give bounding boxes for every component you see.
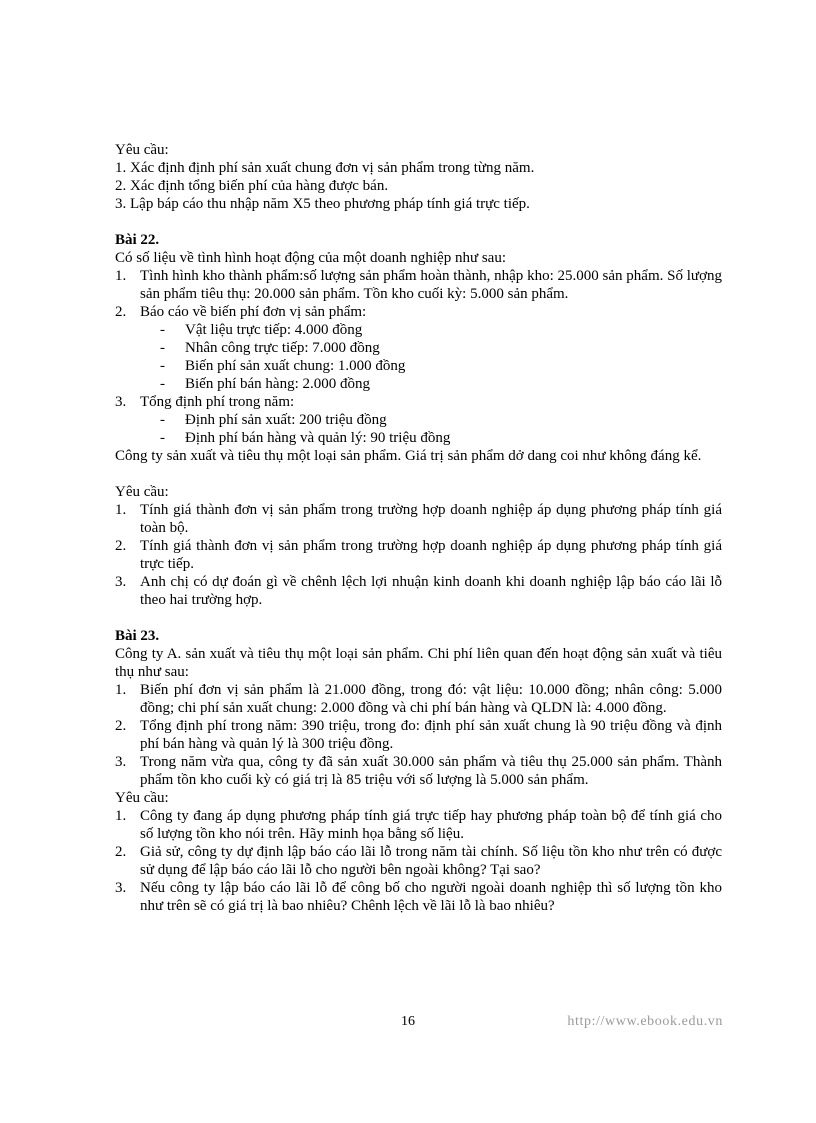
list-text: Tổng định phí trong năm: (140, 394, 295, 410)
list-item (115, 717, 722, 753)
exercise-23-requirements (115, 807, 722, 915)
page-content (115, 141, 722, 915)
list-text: Báo cáo về biến phí đơn vị sản phẩm: (140, 304, 367, 320)
sub-list-item (160, 339, 722, 357)
list-text: Biến phí đơn vị sản phẩm là 21.000 đồng, trong đó: vật liệu: 10.000 đồng; nhân công: 5.000 đồng; chi phí sản xuất chung: 2.000 đồng và chi phí bán hàng và QLDN là: 4.000 đồng. (140, 682, 722, 716)
sub-list-text: Vật liệu trực tiếp: 4.000 đồng (185, 322, 363, 338)
list-text: Tính giá thành đơn vị sản phẩm trong trường hợp doanh nghiệp áp dụng phương pháp tính giá toàn bộ. (140, 502, 722, 536)
footer-url: http://www.ebook.edu.vn (567, 1014, 723, 1029)
list-text: Tổng định phí trong năm: 390 triệu, trong đo: định phí sản xuất chung là 90 triệu đồng và định phí bán hàng và quản lý là 300 triệu đồng. (140, 718, 722, 752)
exercise-23-lead: Công ty A. sản xuất và tiêu thụ một loại sản phẩm. Chi phí liên quan đến hoạt động sản xuất và tiêu thụ như sau: (115, 646, 722, 680)
exercise-23-title: Bài 23. (115, 628, 160, 644)
sub-list-item (160, 429, 722, 447)
list-item (115, 267, 722, 303)
exercise-23 (115, 627, 722, 915)
intro-section (115, 141, 722, 213)
exercise-22-lead: Có số liệu về tình hình hoạt động của một doanh nghiệp như sau: (115, 250, 506, 266)
list-text: Nếu công ty lập báo cáo lãi lỗ để công bố cho người ngoài doanh nghiệp thì số lượng tồn kho như trên sẽ có giá trị là bao nhiêu? Chênh lệch về lãi lỗ là bao nhiêu? (140, 880, 722, 914)
fixed-cost-list (115, 411, 722, 447)
dash-bullet: - (160, 430, 165, 446)
intro-item-1: 1. Xác định định phí sản xuất chung đơn vị sản phẩm trong từng năm. (115, 160, 535, 176)
exercise-22-requirements (115, 501, 722, 609)
sub-list-text: Định phí bán hàng và quản lý: 90 triệu đồng (185, 430, 451, 446)
variable-cost-list (115, 321, 722, 393)
dash-bullet: - (160, 376, 165, 392)
list-item (115, 843, 722, 879)
sub-list-text: Biến phí sản xuất chung: 1.000 đồng (185, 358, 406, 374)
list-item (115, 303, 722, 321)
dash-bullet: - (160, 340, 165, 356)
dash-bullet: - (160, 358, 165, 374)
list-item (115, 393, 722, 411)
exercise-23-req-heading: Yêu cầu: (115, 790, 169, 806)
exercise-22-data-list-cont (115, 393, 722, 411)
list-item (115, 573, 722, 609)
list-item (115, 537, 722, 573)
list-number: 3. (115, 754, 127, 770)
sub-list-text: Nhân công trực tiếp: 7.000 đồng (185, 340, 380, 356)
list-text: Tính giá thành đơn vị sản phẩm trong trường hợp doanh nghiệp áp dụng phương pháp tính giá trực tiếp. (140, 538, 722, 572)
exercise-23-data-list (115, 681, 722, 789)
exercise-22-req-heading: Yêu cầu: (115, 484, 169, 500)
list-text: Tình hình kho thành phẩm:số lượng sản phẩm hoàn thành, nhập kho: 25.000 sản phẩm. Số lượng sản phẩm tiêu thụ: 20.000 sản phẩm. Tồn kho cuối kỳ: 5.000 sản phẩm. (140, 268, 722, 302)
sub-list-item (160, 411, 722, 429)
intro-item-3: 3. Lập báp cáo thu nhập năm X5 theo phương pháp tính giá trực tiếp. (115, 196, 530, 212)
sub-list-item (160, 357, 722, 375)
list-item (115, 753, 722, 789)
list-number: 3. (115, 394, 127, 410)
page-number: 16 (401, 1014, 415, 1029)
exercise-22 (115, 231, 722, 609)
list-text: Công ty đang áp dụng phương pháp tính giá trực tiếp hay phương pháp toàn bộ để tính giá cho số lượng tồn kho nói trên. Hãy minh họa bằng số liệu. (140, 808, 722, 842)
exercise-22-title: Bài 22. (115, 232, 160, 248)
list-number: 2. (115, 718, 127, 734)
list-number: 1. (115, 502, 127, 518)
list-item (115, 807, 722, 843)
list-number: 1. (115, 808, 127, 824)
sub-list-item (160, 321, 722, 339)
exercise-22-note: Công ty sản xuất và tiêu thụ một loại sản phẩm. Giá trị sản phẩm dở dang coi như không đáng kể. (115, 448, 702, 464)
list-item (115, 681, 722, 717)
list-item (115, 501, 722, 537)
intro-heading: Yêu cầu: (115, 142, 169, 158)
list-number: 3. (115, 574, 127, 590)
intro-item-2: 2. Xác định tổng biến phí của hàng được bán. (115, 178, 389, 194)
list-text: Trong năm vừa qua, công ty đã sản xuất 30.000 sản phẩm và tiêu thụ 25.000 sản phẩm. Thành phẩm tồn kho cuối kỳ có giá trị là 85 triệu với số lượng là 5.000 sản phẩm. (140, 754, 722, 788)
sub-list-text: Định phí sản xuất: 200 triệu đồng (185, 412, 387, 428)
dash-bullet: - (160, 322, 165, 338)
list-number: 2. (115, 304, 127, 320)
list-number: 2. (115, 844, 127, 860)
list-number: 3. (115, 880, 127, 896)
exercise-22-data-list (115, 267, 722, 321)
list-item (115, 879, 722, 915)
sub-list-item (160, 375, 722, 393)
list-text: Giả sử, công ty dự định lập báo cáo lãi lỗ trong năm tài chính. Số liệu tồn kho như trên có được sử dụng để lập báo cáo lãi lỗ cho người bên ngoài không? Tại sao? (140, 844, 722, 878)
dash-bullet: - (160, 412, 165, 428)
list-number: 1. (115, 682, 127, 698)
list-number: 2. (115, 538, 127, 554)
list-number: 1. (115, 268, 127, 284)
sub-list-text: Biến phí bán hàng: 2.000 đồng (185, 376, 370, 392)
list-text: Anh chị có dự đoán gì về chênh lệch lợi nhuận kinh doanh khi doanh nghiệp lập báo cáo lãi lỗ theo hai trường hợp. (140, 574, 722, 608)
